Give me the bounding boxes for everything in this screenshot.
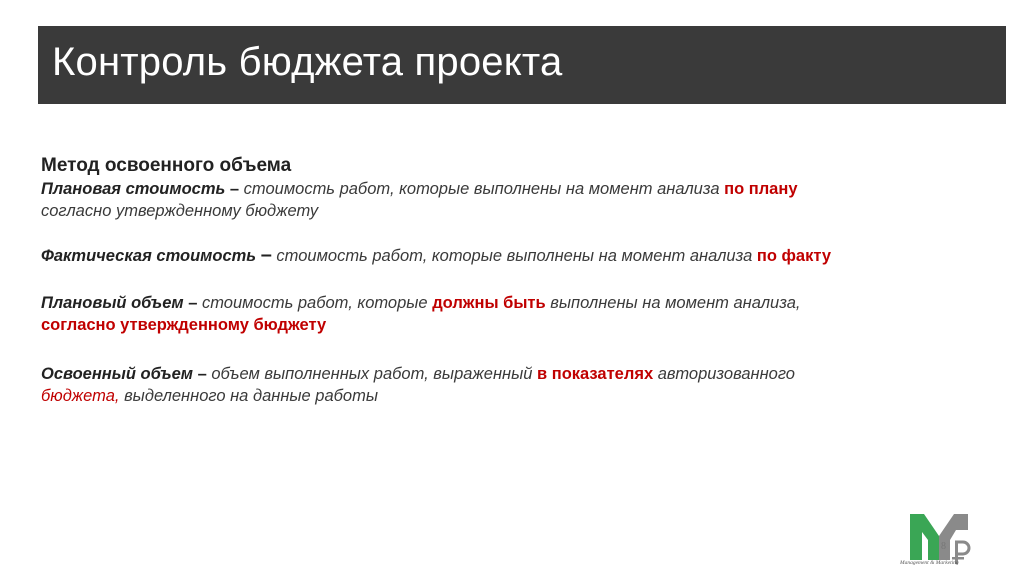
term-dash: – (260, 244, 272, 266)
red-budget-word: бюджета, (41, 387, 120, 405)
term-actual-cost: Фактическая стоимость (41, 247, 257, 265)
definition-text: объем выполненных работ, выраженный (206, 365, 538, 383)
definition-text: стоимость работ, которые (197, 294, 433, 312)
paragraph-actual-cost (41, 244, 991, 267)
logo-caption: Management & Marketing (900, 560, 959, 566)
management-marketing-logo-icon (906, 506, 976, 568)
definition-text-continued: согласно утвержденному бюджету (41, 202, 319, 220)
highlight-by-plan: по плану (724, 180, 798, 198)
highlight-by-fact: по факту (756, 247, 832, 265)
highlight-must-be: должны быть (432, 294, 546, 312)
highlight-approved-budget: согласно утвержденному бюджету (41, 316, 327, 334)
paragraph-planned-volume (41, 292, 991, 336)
term-planned-volume: Плановый объем (41, 294, 184, 312)
slide-title: Контроль бюджета проекта (52, 40, 563, 84)
page-number: 8 (941, 541, 946, 552)
title-bar (38, 26, 1006, 104)
highlight-in-indicators: в показателях (537, 365, 654, 383)
term-dash: – (229, 180, 240, 198)
definition-text-end: выделенного на данные работы (119, 387, 378, 405)
term-planned-cost: Плановая стоимость (41, 180, 226, 198)
term-dash: – (197, 365, 207, 383)
definition-text-continued: авторизованного (653, 365, 795, 383)
definition-text: стоимость работ, которые выполнены на момент анализа (239, 180, 725, 198)
definition-text-continued: выполнены на момент анализа, (545, 294, 801, 312)
term-earned-value: Освоенный объем (41, 365, 194, 383)
slide-content (41, 154, 991, 407)
definition-text: стоимость работ, которые выполнены на момент анализа (271, 247, 757, 265)
term-dash: – (188, 294, 198, 312)
paragraph-earned-value (41, 363, 991, 407)
paragraph-planned-cost (41, 178, 991, 222)
section-heading: Метод освоенного объема (41, 155, 292, 176)
